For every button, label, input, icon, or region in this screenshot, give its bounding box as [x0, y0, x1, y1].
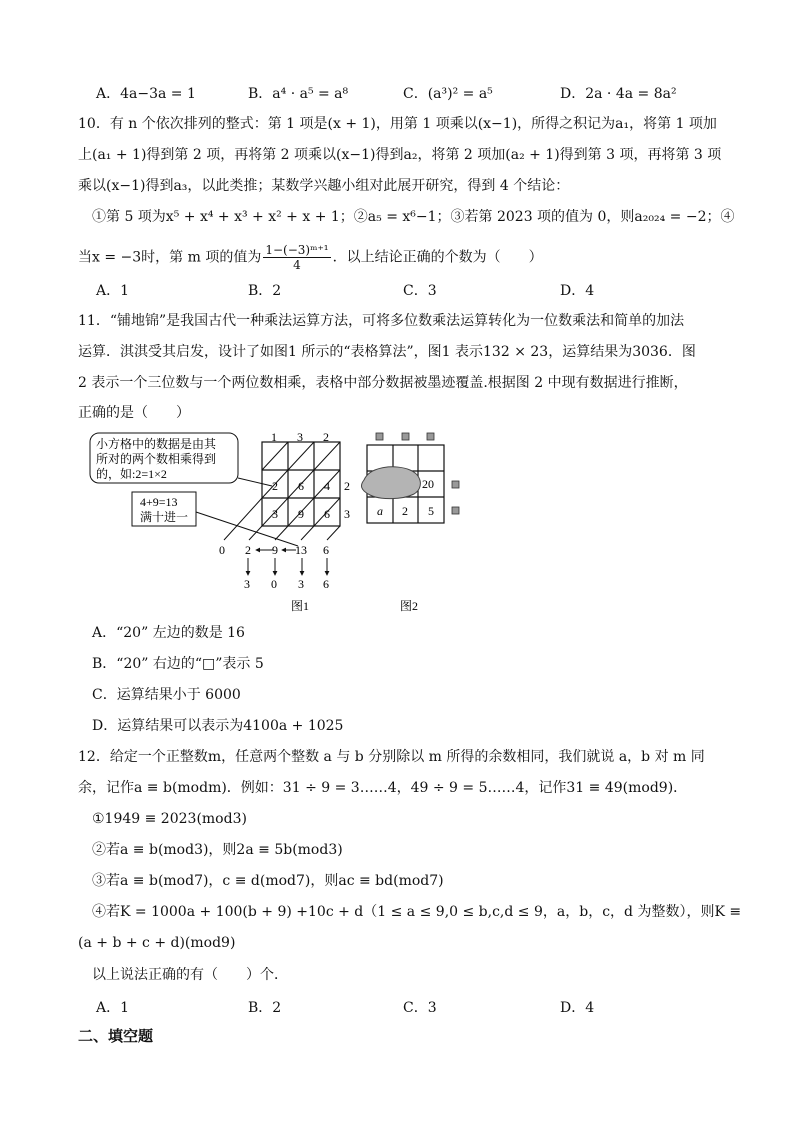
- q10-fraction-numerator: 1−(−3)ᵐ⁺¹: [265, 243, 329, 257]
- q10-option-d: D．4: [560, 283, 595, 299]
- fig1-top-2: 3: [297, 430, 303, 444]
- fig1-result-4: 6: [323, 577, 329, 591]
- q11-choice-d: D．运算结果可以表示为4100a + 1025: [92, 718, 344, 734]
- q10-line-2: 上(a₁ + 1)得到第 2 项，再将第 2 项乘以(x−1)得到a₂，将第 2 项加(a₂ + 1)得到第 3 项，再将第 3 项: [78, 147, 722, 163]
- fig1-cell-r2c1: 3: [272, 507, 278, 521]
- q10-line-3: 乘以(x−1)得到a₃，以此类推；某数学兴趣小组对此展开研究，得到 4 个结论：: [78, 178, 570, 194]
- q10-line-1: 10．有 n 个依次排列的整式：第 1 项是(x + 1)，用第 1 项乘以(x−1)，所得之积记为a₁，将第 1 项加: [78, 116, 717, 132]
- fig1-result-2: 0: [271, 577, 277, 591]
- q12-option-d: D．4: [560, 1000, 595, 1016]
- q12-option-a: A．1: [96, 1000, 130, 1016]
- fig1-cell-r2c3: 6: [324, 507, 330, 521]
- fig2-cell-a: a: [377, 504, 383, 518]
- fig1-carry-line-1: 4+9=13: [140, 495, 178, 509]
- q10-fraction-denominator: 4: [293, 258, 301, 272]
- q11-line-4: 正确的是（ ）: [78, 405, 190, 421]
- q11-line-1: 11．“铺地锦”是我国古代一种乘法运算方法，可将多位数乘法运算转化为一位数乘法和简单的加法: [78, 313, 685, 329]
- q10-line-5-pre: 当x = −3时，第 m 项的值为: [78, 249, 262, 266]
- fig1-note-line-1: 小方格中的数据是由其: [96, 437, 217, 451]
- fig2-cell-2: 2: [402, 504, 408, 518]
- fig1-diag-ext-1: [224, 498, 262, 540]
- q11-line-3: 2 表示一个三位数与一个两位数相乘，表格中部分数据被墨迹覆盖.根据图 2 中现有数据进行推断，: [78, 375, 688, 391]
- fig1-sum-9: 9: [272, 543, 278, 557]
- fig1-right-1: 2: [344, 479, 350, 493]
- q12-statement-4b: (a + b + c + d)(mod9): [78, 935, 236, 951]
- fig2-cell-20: 20: [422, 477, 434, 491]
- q12-option-c: C．3: [403, 1000, 437, 1016]
- fig1-diag-ext-3: [275, 526, 288, 540]
- fig1-cell-r1c1: 2: [272, 479, 278, 493]
- fig1-note-line-3: 的，如:2=1×2: [96, 467, 167, 481]
- fig1-result-1: 3: [244, 577, 250, 591]
- q12-line-2: 余，记作a ≡ b(modm)．例如：31 ÷ 9 = 3……4，49 ÷ 9 = 5……4，记作31 ≡ 49(mod9)．: [78, 780, 688, 796]
- q10-line-5: [78, 243, 734, 272]
- q9-option-b: B．a⁴ · a⁵ = a⁸: [248, 86, 349, 102]
- fig1-cell-r2c2: 9: [298, 507, 304, 521]
- fig1-caption: 图1: [291, 599, 310, 613]
- fig1-sum-6: 6: [323, 543, 329, 557]
- q9-options: [96, 83, 716, 103]
- q11-choice-b: B．“20” 右边的“□”表示 5: [92, 656, 264, 672]
- fig2-right-square-2: [452, 507, 459, 514]
- q12-statement-2: ②若a ≡ b(mod3)，则2a ≡ 5b(mod3): [92, 842, 343, 858]
- section-heading-fill-in: 二、填空题: [78, 1027, 154, 1045]
- q11-choice-c: C．运算结果小于 6000: [92, 687, 241, 703]
- q12-statement-4a: ④若K = 1000a + 100(b + 9) +10c + d（1 ≤ a ≤ 9,0 ≤ b,c,d ≤ 9，a，b，c，d 为整数），则K ≡: [92, 904, 742, 920]
- fig2-cell-5: 5: [428, 504, 434, 518]
- q12-line-1: 12．给定一个正整数m，任意两个整数 a 与 b 分别除以 m 所得的余数相同，我们就说 a，b 对 m 同: [78, 749, 705, 765]
- q12-statement-3: ③若a ≡ b(mod7)，c ≡ d(mod7)，则ac ≡ bd(mod7): [92, 873, 444, 889]
- q10-option-b: B．2: [248, 283, 282, 299]
- q11-figures-svg: [88, 430, 468, 620]
- fig1-cell-r1c2: 6: [298, 479, 304, 493]
- q9-option-c: C．(a³)² = a⁵: [403, 86, 493, 102]
- q10-options: [96, 280, 716, 300]
- fig1-right-2: 3: [344, 507, 350, 521]
- fig1-cell-r1c3: 4: [324, 479, 330, 493]
- fig2-top-square-3: [427, 433, 434, 440]
- fig2-right-square-1: [452, 481, 459, 488]
- fig1-top-3: 2: [323, 430, 329, 444]
- q11-figures: [88, 430, 468, 620]
- fig1-sum-13: 13: [295, 543, 307, 557]
- q12-options: [96, 997, 716, 1017]
- fig1-result-3: 3: [298, 577, 304, 591]
- q10-fraction: [263, 243, 330, 272]
- fig2-caption: 图2: [400, 599, 419, 613]
- fig2-top-square-2: [402, 433, 409, 440]
- fig1-carry-pointer: [196, 512, 298, 546]
- fig1-note-line-2: 所对的两个数相乘得到: [96, 452, 217, 466]
- q10-option-a: A．1: [96, 283, 130, 299]
- fig1-carry-line-2: 满十进一: [140, 510, 189, 524]
- q10-line-5-post: ．以上结论正确的个数为（ ）: [332, 249, 543, 266]
- q12-option-b: B．2: [248, 1000, 282, 1016]
- fig1-note-pointer: [238, 478, 272, 486]
- q12-question: 以上说法正确的有（ ）个．: [92, 967, 288, 983]
- fig1-diag-ext-5: [327, 526, 340, 540]
- q9-option-d: D．2a · 4a = 8a²: [560, 86, 677, 102]
- fig1-sum-2: 2: [245, 543, 251, 557]
- q9-option-a: A．4a−3a = 1: [96, 86, 196, 102]
- q12-statement-1: ①1949 ≡ 2023(mod3): [92, 811, 247, 827]
- fig1-top-1: 1: [271, 430, 277, 444]
- q10-line-4: ①第 5 项为x⁵ + x⁴ + x³ + x² + x + 1；②a₅ = x⁶−1；③若第 2023 项的值为 0，则a₂₀₂₄ = −2；④: [92, 209, 735, 225]
- q11-line-2: 运算．淇淇受其启发，设计了如图1 所示的“表格算法”，图1 表示132 × 23，运算结果为3036．图: [78, 344, 696, 360]
- fig1-sum-0: 0: [219, 543, 225, 557]
- q11-choice-a: A．“20” 左边的数是 16: [92, 625, 245, 641]
- fig1-diag-ext-4: [301, 526, 314, 540]
- fig2-top-square-1: [376, 433, 383, 440]
- q10-option-c: C．3: [403, 283, 437, 299]
